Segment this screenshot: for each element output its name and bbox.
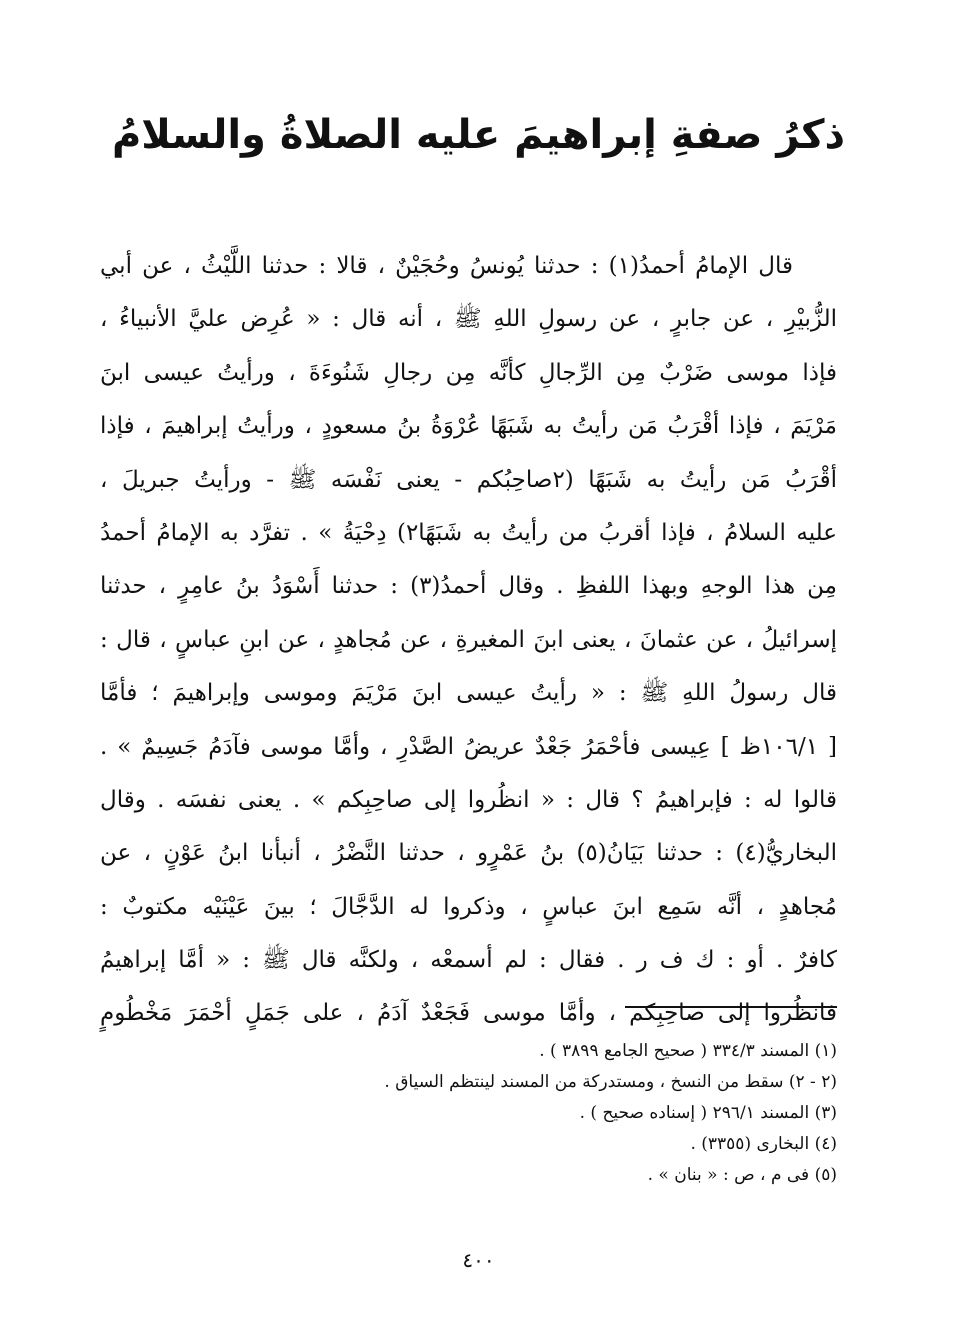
body-line: فانظُروا إلى صاحِبِكم ، وأمَّا موسى فَجَعْدٌ آدَمُ ، على جَمَلٍ أحْمَرَ مَخْطُومٍ [100,1000,837,1027]
body-text [100,240,837,1027]
body-line: إسرائيلُ ، عن عثمانَ ، يعنى ابنَ المغيرةِ ، عن مُجاهدٍ ، عن ابنِ عباسٍ ، قال : [100,626,837,653]
footnote: (٣) المسند ٢٩٦/١ ( إسناده صحيح ) . [579,1103,837,1123]
body-line: الزُّبيْرِ ، عن جابرٍ ، عن رسولِ اللهِ ﷺ ، أنه قال : « عُرِض عليَّ الأنبياءُ ، [100,306,837,333]
footnote-separator [625,1006,837,1008]
body-line: مَرْيَمَ ، فإذا أقْرَبُ مَن رأيتُ به شَبَهًا عُرْوَةُ بنُ مسعودٍ ، ورأيتُ إبراهيمَ ، فإذا [100,413,837,440]
body-line: قالوا له : فإبراهيمُ ؟ قال : « انظُروا إلى صاحِبِكم » . يعنى نفسَه . وقال [100,786,837,813]
chapter-title: ذكرُ صفةِ إبراهيمَ عليه الصلاةُ والسلامُ [111,112,846,158]
footnote: (٢ - ٢) سقط من النسخ ، ومستدركة من المسند لينتظم السياق . [384,1072,837,1092]
body-line: مُجاهدٍ ، أنَّه سَمِع ابنَ عباسٍ ، وذكروا له الدَّجَّالَ ؛ بينَ عَيْنَيْه مكتوبٌ : [100,893,837,920]
footnote: (٤) البخارى (٣٣٥٥) . [690,1134,837,1154]
body-line: البخاريُّ(٤) : حدثنا بَيَانُ(٥) بنُ عَمْرٍو ، حدثنا النَّضْرُ ، أنبأنا ابنُ عَوْنٍ ، عن [100,840,837,867]
body-line: فإذا موسى ضَرْبٌ مِن الرِّجالِ كأنَّه مِن رجالِ شَنُوءَةَ ، ورأيتُ عيسى ابنَ [100,359,837,386]
body-line: قال الإمامُ أحمدُ(١) : حدثنا يُونسُ وحُجَيْنٌ ، قالا : حدثنا اللَّيْثُ ، عن أبي [100,253,793,279]
body-line: كافرٌ . أو : ك ف ر . فقال : لم أسمعْه ، ولكنَّه قال ﷺ : « أمَّا إبراهيمُ [100,947,837,974]
page-number: ٤٠٠ [462,1248,495,1272]
footnote: (١) المسند ٣٣٤/٣ ( صحيح الجامع ٣٨٩٩ ) . [539,1041,837,1061]
body-line: أقْرَبُ مَن رأيتُ به شَبَهًا (٢صاحِبُكم - يعنى نَفْسَه ﷺ - ورأيتُ جبريلَ ، [100,466,837,493]
footnote: (٥) فى م ، ص : « بنان » . [647,1165,837,1185]
footnotes [100,1036,837,1191]
body-line: عليه السلامُ ، فإذا أقربُ من رأيتُ به شَبَهًا٢) دِحْيَةُ » . تفرَّد به الإمامُ أحمدُ [100,519,837,546]
body-line: مِن هذا الوجهِ وبهذا اللفظِ . وقال أحمدُ(٣) : حدثنا أَسْوَدُ بنُ عامِرٍ ، حدثنا [100,573,837,600]
body-line: [ ١٠٦/١ظ ] عِيسى فأحْمَرُ جَعْدٌ عريضُ الصَّدْرِ ، وأمَّا موسى فآدَمُ جَسِيمٌ » . [100,733,837,760]
body-line: قال رسولُ اللهِ ﷺ : « رأيتُ عيسى ابنَ مَرْيَمَ وموسى وإبراهيمَ ؛ فأمَّا [100,680,837,707]
